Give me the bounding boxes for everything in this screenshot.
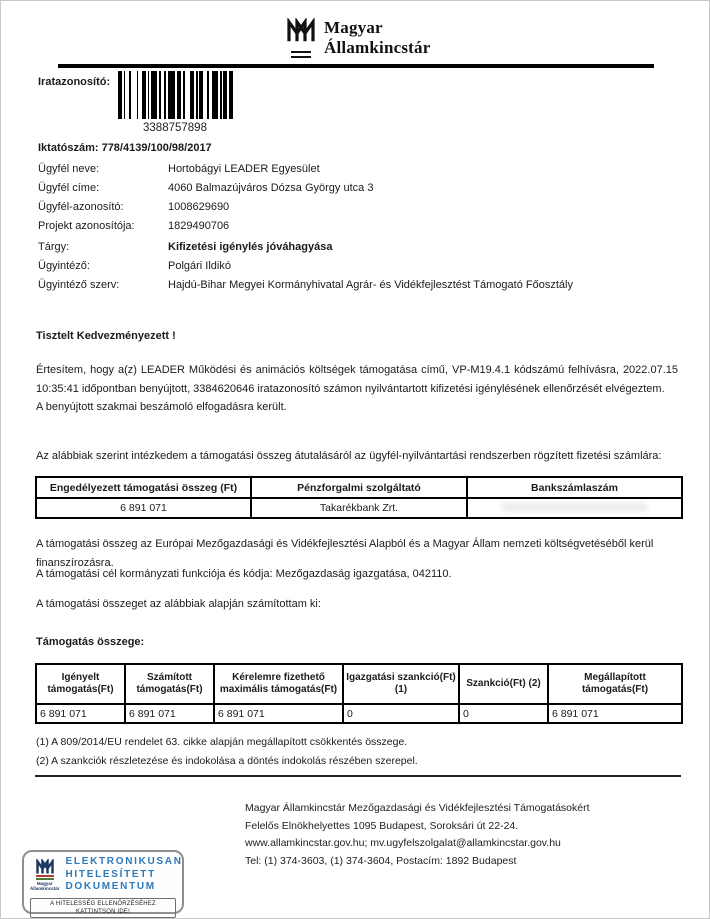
payment-provider-header: Pénzforgalmi szolgáltató: [251, 477, 467, 498]
support-table: [35, 663, 683, 724]
sanction-cell: 0: [459, 704, 548, 723]
footnotes: [36, 733, 418, 771]
subject-info-block: [38, 238, 658, 295]
badge-crown-mm-icon: [35, 859, 55, 874]
footnote-2: (2) A szankciók részletezése és indokolása a döntés indokolás részében szerepel.: [36, 755, 418, 767]
office-label: Ügyintéző szerv:: [38, 279, 120, 291]
notice-paragraph: [36, 361, 678, 417]
badge-verify-link[interactable]: A HITELESSÉG ELLENŐRZÉSÉHEZ KATTINTSON IDE!: [30, 898, 176, 918]
max-payable-header: Kérelemre fizethető maximális támogatás(Ft): [214, 664, 343, 704]
sanction-header: Szankció(Ft) (2): [459, 664, 548, 704]
subject-label: Tárgy:: [38, 241, 70, 253]
client-name-label: Ügyfél neve:: [38, 163, 100, 175]
payment-table-header-row: [36, 477, 682, 498]
funding-source-text: A támogatási összeg az Európai Mezőgazdasági és Vidékfejlesztési Alapból és a Magyar Állam nemzeti költségvetéséből kerül finanszírozásra.: [36, 538, 654, 569]
footer-contact-block: [245, 800, 590, 870]
footnote-1: (1) A 809/2014/EU rendelet 63. cikke alapján megállapított csökkentés összege.: [36, 736, 408, 748]
approved-amount-header: Engedélyezett támogatási összeg (Ft): [36, 477, 251, 498]
badge-red-bar: [36, 875, 54, 877]
badge-logo-caption: Magyar Államkincstár: [30, 880, 60, 891]
support-amount-heading: Támogatás összege:: [36, 636, 145, 648]
badge-top: [30, 856, 183, 894]
footer-phone-line: Tel: (1) 374-3603, (1) 374-3604, Postacím: 1892 Budapest: [245, 854, 517, 867]
salutation: Tisztelt Kedvezményezett !: [36, 330, 176, 342]
officer-value: Polgári Ildikó: [168, 260, 231, 272]
barcode-number: 3388757898: [143, 122, 207, 134]
calculated-support-cell: 6 891 071: [125, 704, 214, 723]
badge-title: [66, 856, 183, 894]
office-value: Hajdú-Bihar Megyei Kormányhivatal Agrár- és Vidékfejlesztést Támogató Főosztály: [168, 279, 573, 291]
bank-account-cell: [467, 498, 682, 518]
equals-lines-icon: [291, 51, 311, 58]
requested-support-cell: 6 891 071: [36, 704, 125, 723]
client-name-value: Hortobágyi LEADER Egyesület: [168, 163, 320, 175]
footer-divider: [35, 775, 681, 777]
document-id-label: Iratazonosító:: [38, 76, 111, 88]
project-id-value: 1829490706: [168, 220, 230, 232]
payment-provider-cell: Takarékbank Zrt.: [251, 498, 467, 518]
notice-text: Értesítem, hogy a(z) LEADER Működési és animációs költségek támogatása című, VP-M19.4.1 kódszámú felhívásra, 2022.07.15 10:35:41 időpontban benyújtott, 3384620646 iratazonosító számon nyilvántartott kifizetési igénylésének ellenőrzését elvégeztem.: [36, 364, 678, 395]
client-address-label: Ügyfél címe:: [38, 182, 100, 194]
project-id-label: Projekt azonosítója:: [38, 220, 135, 232]
payment-table: [35, 476, 683, 519]
support-table-header-row: [36, 664, 682, 704]
government-function-text: A támogatási cél kormányzati funkciója és kódja: Mezőgazdaság igazgatása, 042110.: [36, 568, 452, 580]
report-accepted-text: A benyújtott szakmai beszámoló elfogadásra került.: [36, 401, 287, 413]
account-intro: Az alábbiak szerint intézkedem a támogatási összeg átutalásáról az ügyfél-nyilvántartási rendszerben rögzített fizetési számlára:: [36, 450, 662, 462]
badge-title-line3: DOKUMENTUM: [65, 881, 156, 892]
treasury-crown-icon: [286, 18, 316, 58]
requested-support-header: Igényelt támogatás(Ft): [36, 664, 125, 704]
crown-mm-icon: [286, 18, 316, 42]
org-name-line2: Államkincstár: [324, 38, 431, 57]
admin-sanction-header: Igazgatási szankció(Ft) (1): [343, 664, 459, 704]
footer-web-email-line: www.allamkincstar.gov.hu; mv.ugyfelszolgalat@allamkincstar.gov.hu: [245, 837, 561, 849]
client-info-block: [38, 160, 658, 236]
org-name-line1: Magyar: [324, 18, 383, 37]
approved-amount-cell: 6 891 071: [36, 498, 251, 518]
treasury-logo: [286, 18, 430, 58]
footer-address-line: Felelős Elnökhelyettes 1095 Budapest, Soroksári út 22-24.: [245, 819, 519, 832]
calculated-support-header: Számított támogatás(Ft): [125, 664, 214, 704]
badge-treasury-logo: [30, 859, 60, 891]
established-support-cell: 6 891 071: [548, 704, 682, 723]
badge-green-bar: [36, 878, 54, 880]
max-payable-cell: 6 891 071: [214, 704, 343, 723]
calculation-intro: A támogatási összeget az alábbiak alapján számítottam ki:: [36, 598, 321, 610]
redacted-account-number: [501, 503, 647, 511]
footer-org-line: Magyar Államkincstár Mezőgazdasági és Vidékfejlesztési Támogatásokért: [245, 802, 590, 814]
client-address-value: 4060 Balmazújváros Dózsa György utca 3: [168, 182, 374, 194]
client-id-label: Ügyfél-azonosító:: [38, 201, 124, 213]
officer-label: Ügyintéző:: [38, 260, 90, 272]
payment-table-data-row: [36, 498, 682, 518]
subject-value: Kifizetési igénylés jóváhagyása: [168, 241, 333, 253]
badge-title-line2: HITELESÍTETT: [65, 868, 156, 880]
badge-title-line1: ELEKTRONIKUSAN: [65, 856, 183, 867]
registration-number: Iktatószám: 778/4139/100/98/2017: [38, 142, 212, 154]
bank-account-header: Bankszámlaszám: [467, 477, 682, 498]
e-authentication-badge: [22, 850, 184, 914]
established-support-header: Megállapított támogatás(Ft): [548, 664, 682, 704]
org-name: [324, 18, 430, 58]
client-id-value: 1008629690: [168, 201, 230, 213]
admin-sanction-cell: 0: [343, 704, 459, 723]
support-table-data-row: [36, 704, 682, 723]
header-divider: [58, 64, 654, 68]
barcode: [118, 71, 233, 119]
